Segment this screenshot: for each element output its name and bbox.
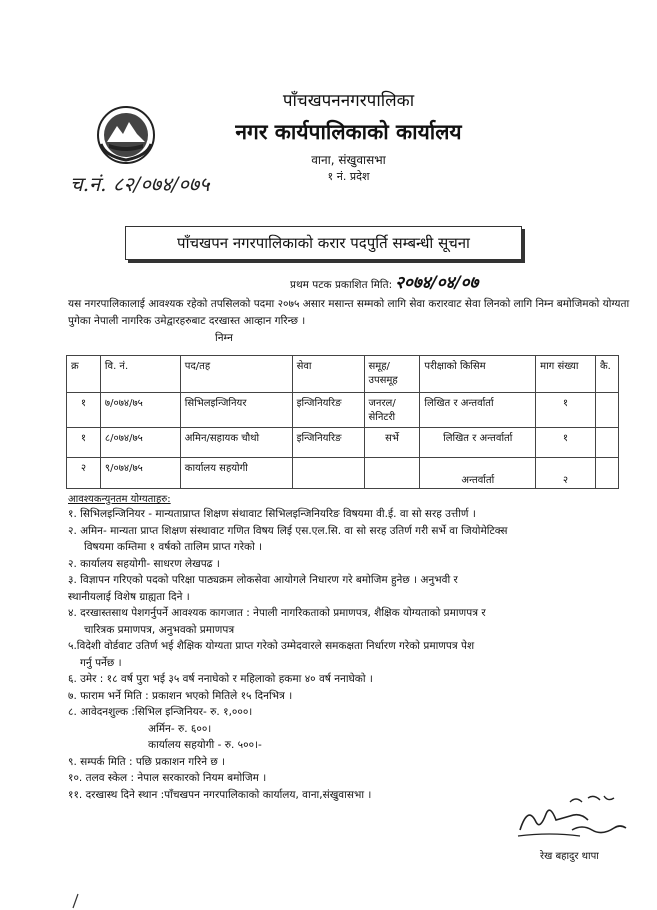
posts-table xyxy=(66,355,619,489)
column-header: कै. xyxy=(595,356,618,393)
table-row xyxy=(67,393,619,428)
notice-title: पाँचखपन नगरपालिकाको करार पदपुर्ति सम्बन्धी सूचना xyxy=(177,234,470,252)
table-row xyxy=(67,458,619,489)
requirement-line: १०. तलव स्केल : नेपाल सरकारको नियम बमोजिम । xyxy=(68,772,267,784)
table-cell: अमिन/सहायक चौथो xyxy=(180,428,292,458)
column-header: क्र xyxy=(67,356,101,393)
requirement-line: ८. आवेदनशुल्क :सिभिल इन्जिनियर- रु. १,०००। xyxy=(68,706,253,718)
stray-pen-mark xyxy=(70,893,80,909)
table-cell: सर्भे xyxy=(364,428,420,458)
requirement-line: ७. फाराम भर्ने मिति : प्रकाशन भएको मितिले १५ दिनभित्र । xyxy=(68,689,293,702)
office-address: वाना, संखुवासभा xyxy=(311,153,386,167)
table-cell: इन्जिनियरिङ xyxy=(292,428,364,458)
column-header: माग संख्या xyxy=(536,356,596,393)
table-cell: ९/०७४/७५ xyxy=(100,458,180,489)
nimna-label: निम्न xyxy=(215,332,233,344)
table-cell: १ xyxy=(67,393,101,428)
table-cell: लिखित र अन्तर्वार्ता xyxy=(420,428,536,458)
requirement-line: चारित्रक प्रमाणपत्र, अनुभवको प्रमाणपत्र xyxy=(84,623,235,636)
requirement-line: विषयमा कम्तिमा १ वर्षको तालिम प्राप्त गरेको । xyxy=(84,541,263,553)
signatory-name: रेख बहादुर थापा xyxy=(540,851,599,862)
requirement-line: २. कार्यालय सहयोगी- साधरण लेखपढ । xyxy=(68,557,220,570)
table-cell xyxy=(595,458,618,489)
publish-label: प्रथम पटक प्रकाशित मिति: xyxy=(290,279,393,291)
column-header: वि. नं. xyxy=(100,356,180,393)
column-header: परीक्षाको किसिम xyxy=(420,356,536,393)
requirement-line: ४. दरखास्तसाथ पेशगर्नुपर्ने आवश्यक कागजात : नेपाली नागरिकताको प्रमाणपत्र, शैक्षिक योग्यताको प्रमाणपत्र र xyxy=(68,607,486,619)
municipality-name: पाँचखपननगरपालिका xyxy=(282,91,415,111)
table-header-row xyxy=(67,356,619,393)
requirements-list xyxy=(68,506,648,803)
requirement-line: ५.विदेशी वोर्डवाट उतिर्ण भई शैक्षिक योग्यता प्राप्त गरेको उम्मेदवारले समकक्षता निर्धारण गरेको प्रमाणपत्र पेश xyxy=(68,640,475,652)
table-cell: १ xyxy=(536,393,596,428)
requirement-line: १. सिभिलइन्जिनियर - मान्यताप्राप्त शिक्षण संथावाट सिभिलइन्जिनियरिङ विषयमा वी.ई. वा सो सरह उत्तीर्ण । xyxy=(68,508,476,520)
publish-date: २०७४/०४/०७ xyxy=(395,273,479,293)
table-cell: इन्जिनियरिङ xyxy=(292,393,364,428)
column-header: समूह/उपसमूह xyxy=(364,356,420,393)
table-cell: सिभिलइन्जिनियर xyxy=(180,393,292,428)
column-header: पद/तह xyxy=(180,356,292,393)
table-cell: अन्तर्वार्ता xyxy=(420,458,536,489)
table-cell: २ xyxy=(536,458,596,489)
table-cell: २ xyxy=(67,458,101,489)
office-name: नगर कार्यपालिकाको कार्यालय xyxy=(235,120,462,144)
requirement-line: कार्यालय सहयोगी - रु. ५००।- xyxy=(148,739,262,751)
handwritten-signature xyxy=(510,790,630,845)
column-header: सेवा xyxy=(292,356,364,393)
requirement-line: ११. दरखास्थ दिने स्थान :पाँचखपन नगरपालिकाको कार्यालय, वाना,संखुवासभा । xyxy=(68,788,372,801)
table-cell: ८/०७४/७५ xyxy=(100,428,180,458)
requirement-line: स्थानीयलाई विशेष ग्राह्यता दिने । xyxy=(68,590,190,603)
table-cell: कार्यालय सहयोगी xyxy=(180,458,292,489)
requirements-title: आवश्यकन्युनतम योग्यताहरु: xyxy=(68,494,171,505)
publish-line xyxy=(290,270,478,293)
table-cell: ७/०७४/७५ xyxy=(100,393,180,428)
table-cell: जनरल/सेनिटरी xyxy=(364,393,420,428)
table-cell xyxy=(595,393,618,428)
province-label: १ नं. प्रदेश xyxy=(327,170,370,183)
requirement-line: २. अमिन- मान्यता प्राप्त शिक्षण संस्थावाट गणित विषय लिई एस.एल.सि. वा सो सरह उतिर्ण गरी सर्भे वा जियोमेटिक्स xyxy=(68,524,508,537)
intro-paragraph: यस नगरपालिकालाई आवश्यक रहेको तपसिलको पदमा २०७५ असार मसान्त सम्मको लागि सेवा करारवाट सेवा लिनको लागि निम्न बमोजिमको योग्यता पुगेका नेपाली नागरिक उमेद्वारहरुबाट दरखास्त आव्हान गरिन्छ । xyxy=(68,298,630,327)
requirement-line: ६. उमेर : १८ वर्ष पुरा भई ३५ वर्ष ननाघेको र महिलाको हकमा ४० वर्ष ननाघेको । xyxy=(68,673,373,685)
requirement-line: ९. सम्पर्क मिति : पछि प्रकाशन गरिने छ । xyxy=(68,755,226,768)
table-cell xyxy=(364,458,420,489)
table-cell: लिखित र अन्तर्वार्ता xyxy=(420,393,536,428)
table-cell: १ xyxy=(67,428,101,458)
table-cell xyxy=(292,458,364,489)
table-cell: १ xyxy=(536,428,596,458)
requirement-line: ३. विज्ञापन गरिएको पदको परिक्षा पाठ्यक्रम लोकसेवा आयोगले निधारण गरे बमोजिम हुनेछ । अनुभवी र xyxy=(68,574,458,586)
requirement-line: अर्मिन- रु. ६००। xyxy=(148,722,212,735)
table-cell xyxy=(595,428,618,458)
table-row xyxy=(67,428,619,458)
notice-title-box xyxy=(125,226,522,260)
requirement-line: गर्नु पर्नेछ । xyxy=(80,656,122,669)
reference-number: च.नं. ८२/०७४/०७५ xyxy=(70,172,210,196)
